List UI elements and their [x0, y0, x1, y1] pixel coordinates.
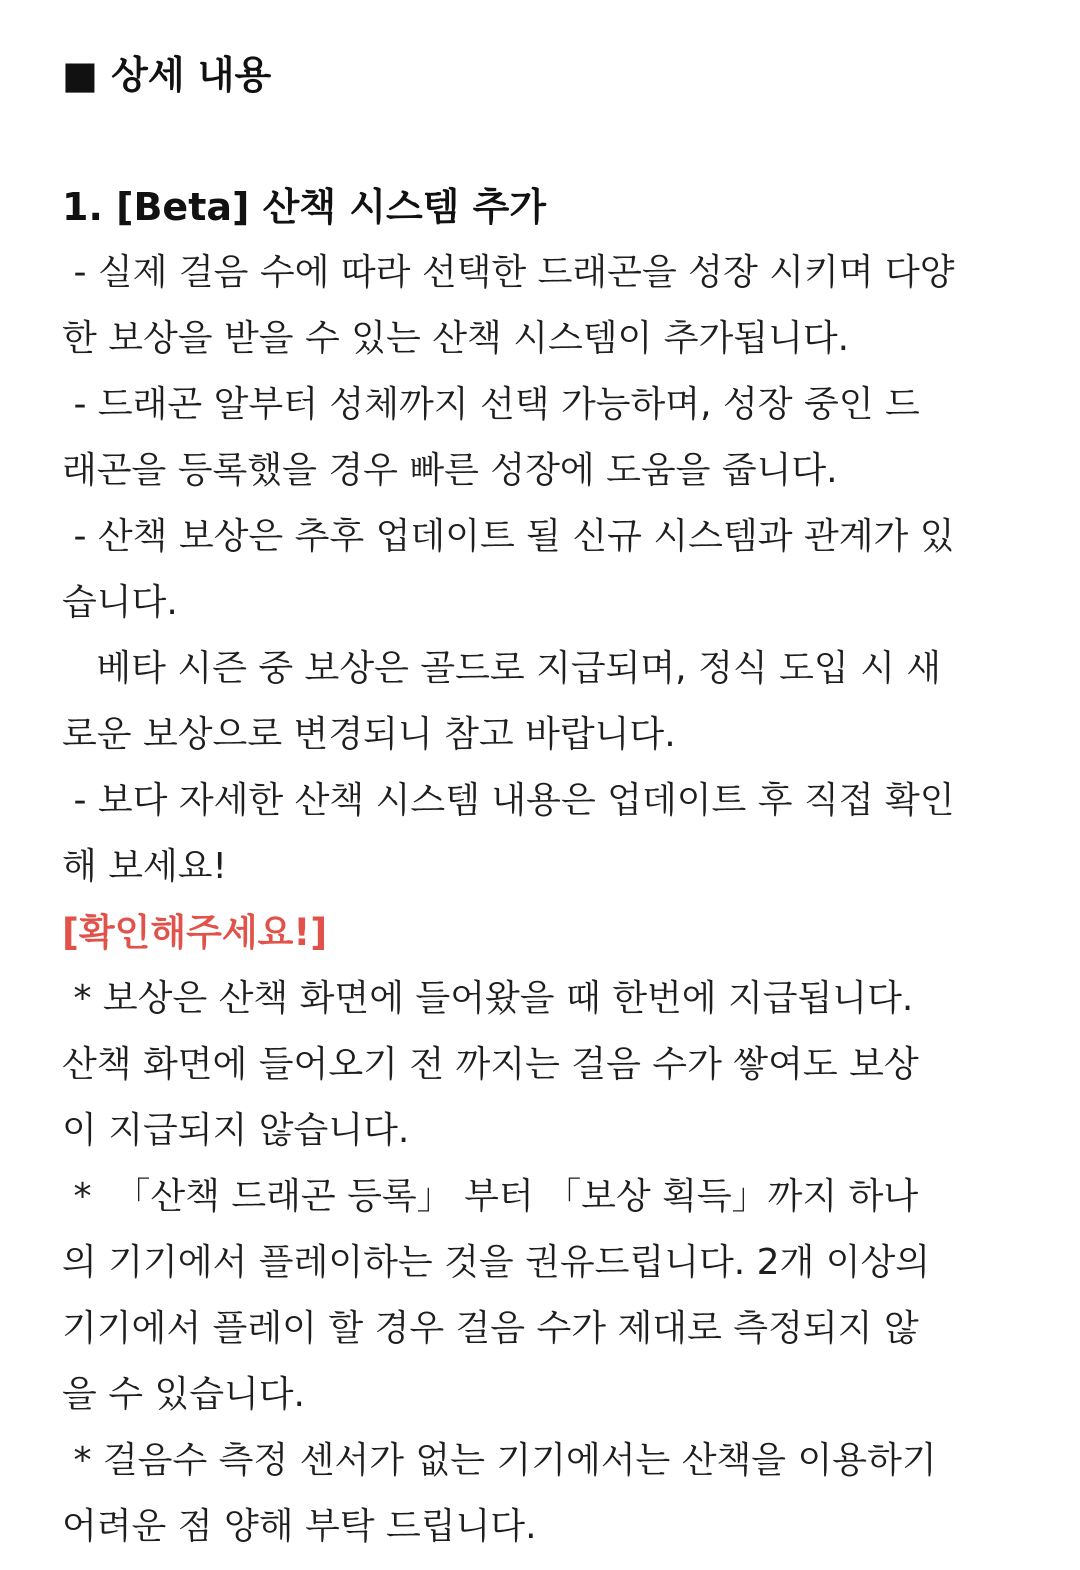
detail-line: 어려운 점 양해 부탁 드립니다. — [62, 1506, 537, 1547]
detail-line: - 산책 보상은 추후 업데이트 될 신규 시스템과 관계가 있 — [62, 516, 955, 557]
detail-line: - 보다 자세한 산책 시스템 내용은 업데이트 후 직접 확인 — [62, 780, 955, 821]
detail-line: 해 보세요! — [62, 846, 227, 887]
notice-heading: [확인해주세요!] — [62, 911, 328, 954]
detail-line: 습니다. — [62, 582, 178, 623]
detail-line: 로운 보상으로 변경되니 참고 바랍니다. — [62, 714, 676, 755]
detail-line: 한 보상을 받을 수 있는 산책 시스템이 추가됩니다. — [62, 318, 850, 359]
detail-line: 기기에서 플레이 할 경우 걸음 수가 제대로 측정되지 않 — [62, 1308, 919, 1349]
detail-line: - 드래곤 알부터 성체까지 선택 가능하며, 성장 중인 드 — [62, 384, 920, 425]
detail-line: * 「산책 드래곤 등록」 부터 「보상 획득」까지 하나 — [62, 1176, 919, 1217]
section-heading: ■ 상세 내용 — [62, 53, 272, 97]
detail-line: 을 수 있습니다. — [62, 1374, 305, 1415]
item-title: 1. [Beta] 산책 시스템 추가 — [62, 185, 547, 229]
detail-line: - 실제 걸음 수에 따라 선택한 드래곤을 성장 시키며 다양 — [62, 252, 955, 293]
detail-line: 이 지급되지 않습니다. — [62, 1110, 410, 1151]
detail-lines — [62, 240, 1022, 1560]
detail-line: * 걸음수 측정 센서가 없는 기기에서는 산책을 이용하기 — [62, 1440, 937, 1481]
detail-line: 산책 화면에 들어오기 전 까지는 걸음 수가 쌓여도 보상 — [62, 1044, 919, 1085]
detail-line: * 보상은 산책 화면에 들어왔을 때 한번에 지급됩니다. — [62, 978, 914, 1019]
detail-line: 베타 시즌 중 보상은 골드로 지급되며, 정식 도입 시 새 — [62, 648, 942, 689]
detail-line: 래곤을 등록했을 경우 빠른 성장에 도움을 줍니다. — [62, 450, 838, 491]
detail-line: 의 기기에서 플레이하는 것을 권유드립니다. 2개 이상의 — [62, 1242, 931, 1283]
